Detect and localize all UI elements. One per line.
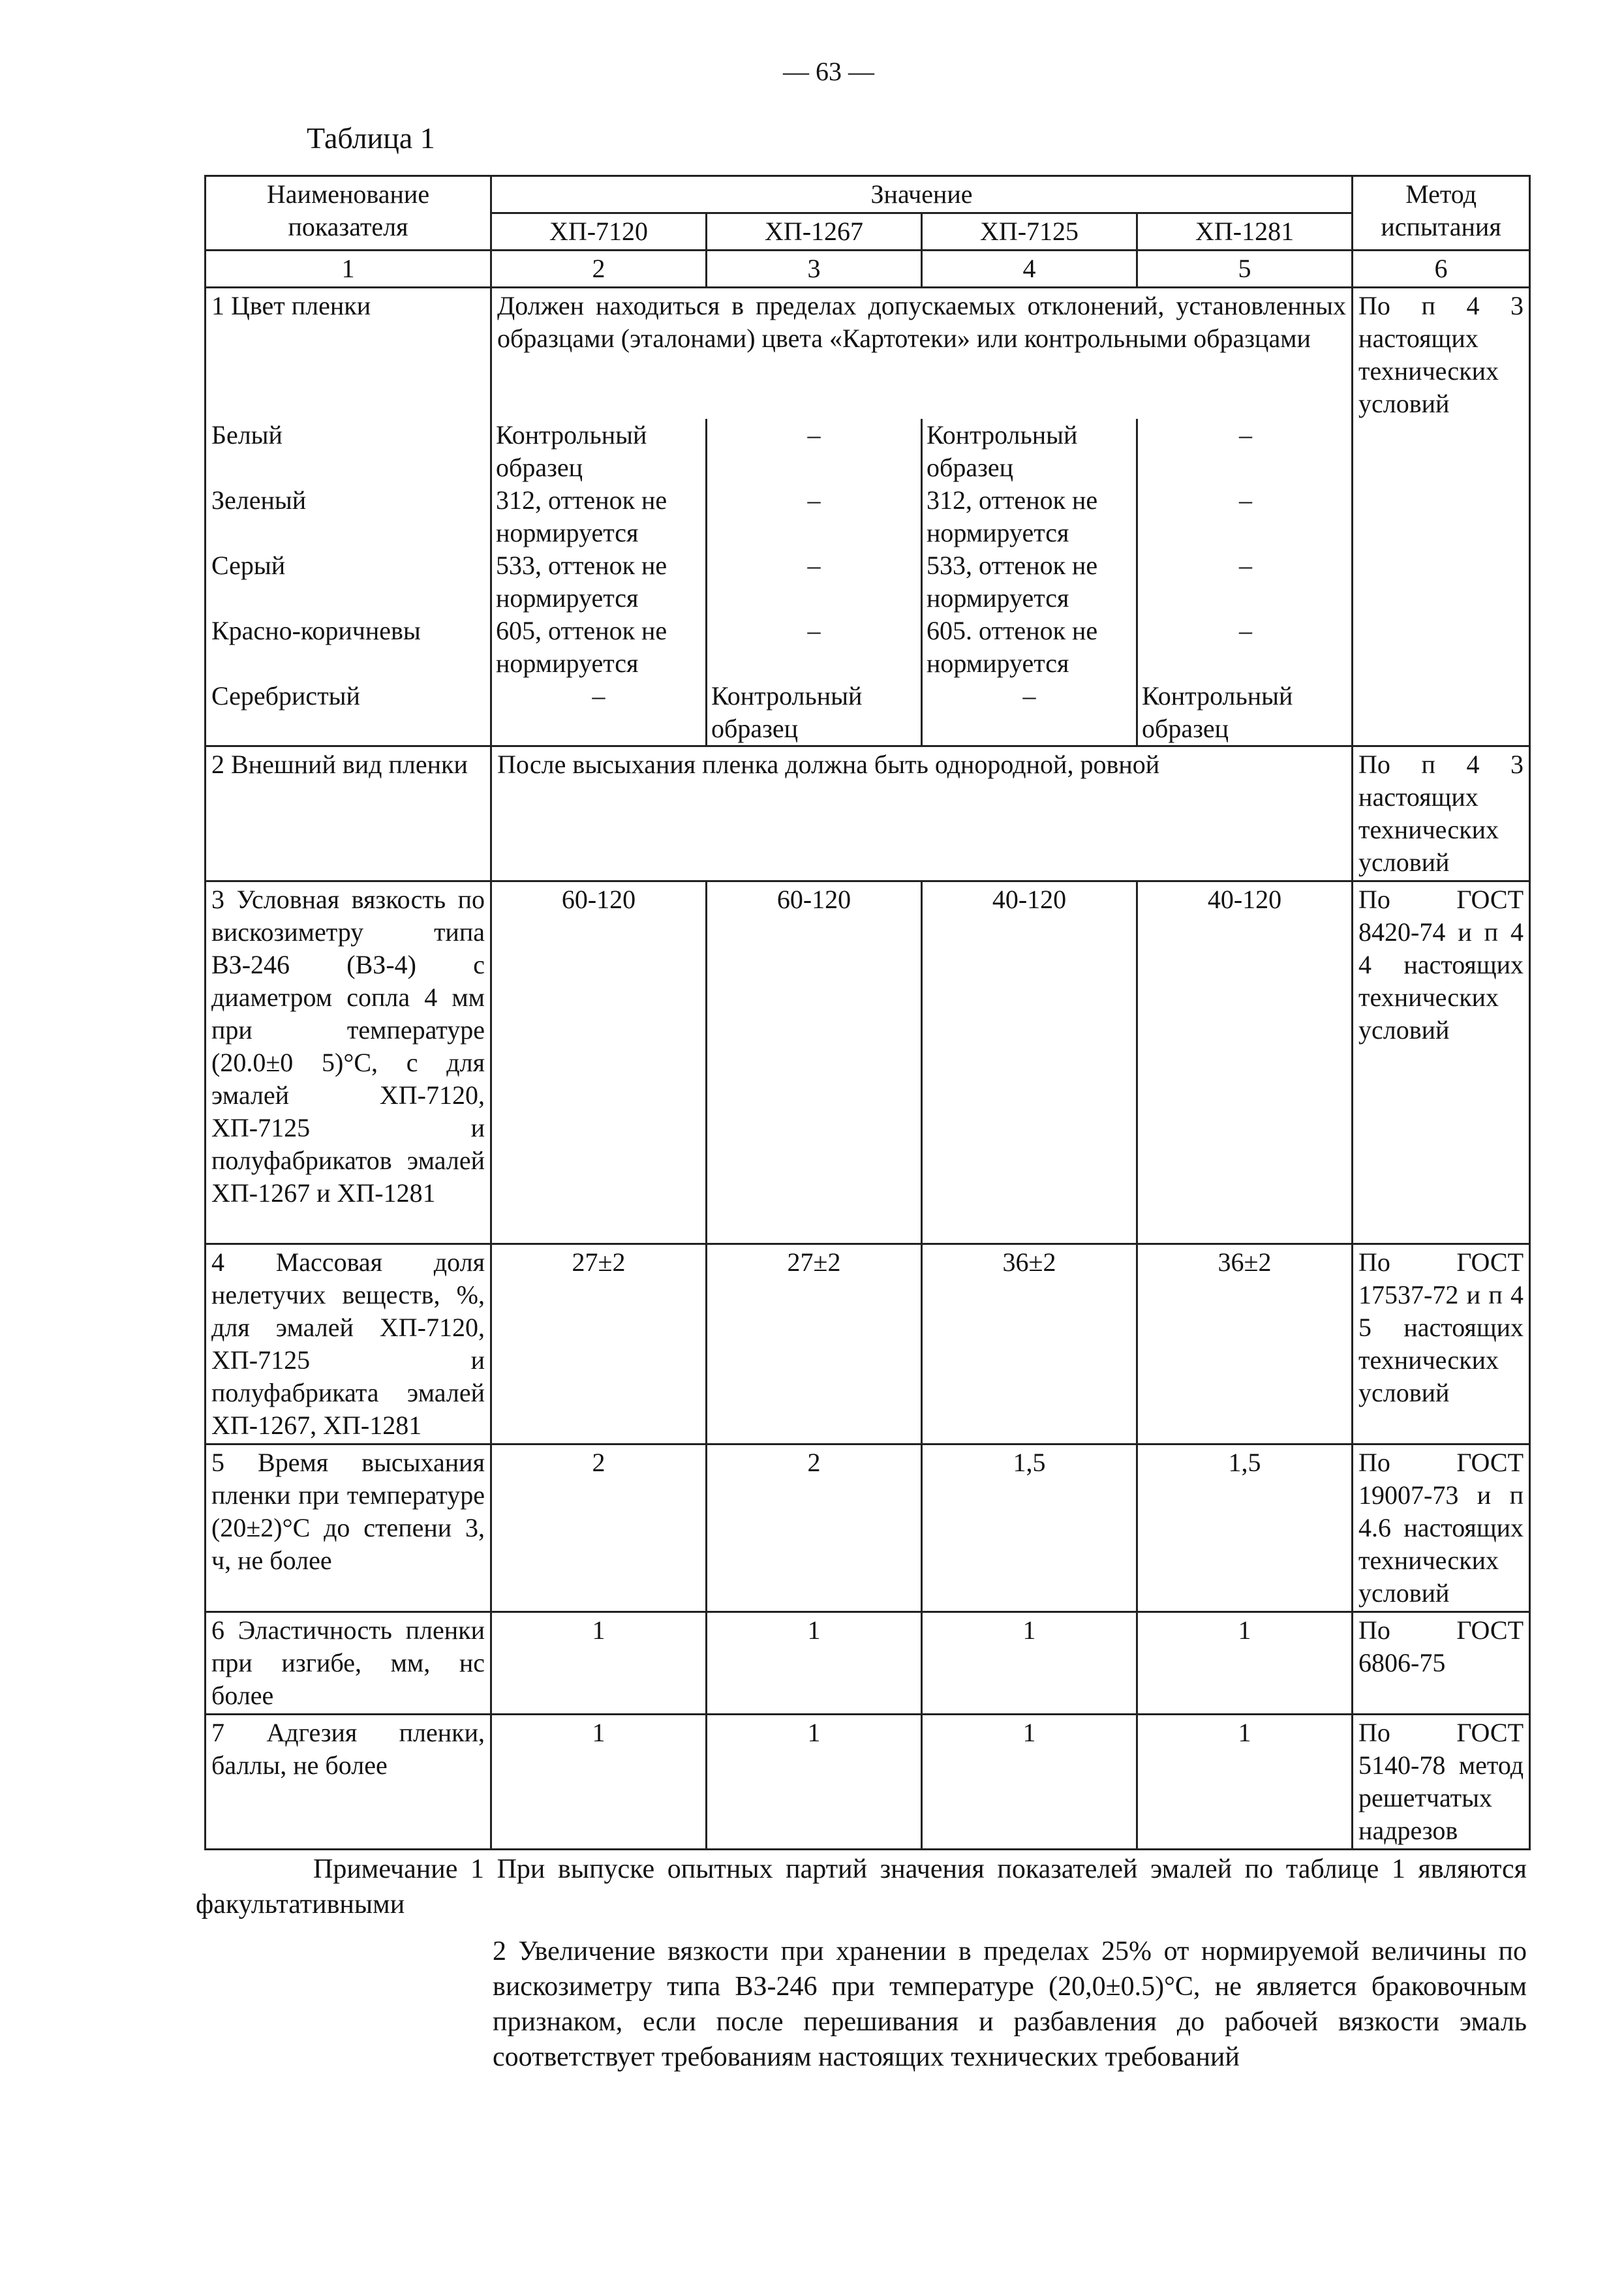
table-row [206, 1612, 1530, 1715]
value-cell: 27±2 [491, 1244, 707, 1444]
value-cell: 1 [491, 1612, 707, 1715]
header-product-4: ХП-1281 [1137, 213, 1353, 251]
indicator-name: 5 Время высыхания пленки при температуре (20±2)°С до степени 3, ч, не более [206, 1444, 491, 1612]
header-value-group: Значение [491, 176, 1353, 213]
column-number: 5 [1137, 251, 1353, 288]
test-method: По ГОСТ 8420-74 и п 4 4 настоящих технических условий [1353, 881, 1530, 1244]
value-cell: 1 [491, 1715, 707, 1850]
color-name: Белый [211, 420, 283, 450]
color-sub-cell: Контрольный образец 312, оттенок не нормируется 533, оттенок не нормируется 605. оттенок не нормируется – [923, 419, 1138, 745]
column-numbers-row [206, 251, 1530, 288]
color-values [491, 288, 1353, 746]
value-cell: 40-120 [922, 881, 1137, 1244]
note-2: 2 Увеличение вязкости при хранении в пределах 25% от нормируемой величины по вискозиметру типа ВЗ-246 при температуре (20,0±0.5)°С, не является браковочным признаком, если после перешивания и разбавления до рабочей вязкости эмаль соответствует требованиям настоящих технических требований [493, 1936, 1527, 2072]
value-cell: 36±2 [922, 1244, 1137, 1444]
value-cell: 1 [922, 1715, 1137, 1850]
color-name: Зеленый [211, 485, 307, 515]
value-cell: 60-120 [491, 881, 707, 1244]
header-product-1: ХП-7120 [491, 213, 707, 251]
color-sub-cell: – – – – Контрольный образец [707, 419, 923, 745]
column-number: 1 [206, 251, 491, 288]
color-name: Красно-коричневы [211, 616, 421, 645]
header-row [206, 176, 1530, 213]
indicator-name: 2 Внешний вид пленки [206, 746, 491, 881]
color-name: Серебристый [211, 681, 360, 711]
value-cell: 1,5 [922, 1444, 1137, 1612]
value-cell: 1 [1137, 1715, 1353, 1850]
specification-table [204, 175, 1531, 1850]
table-notes [196, 1852, 1527, 2075]
table-row [206, 1244, 1530, 1444]
indicator-name: 4 Массовая доля нелетучих веществ, %, для эмалей ХП-7120, ХП-7125 и полуфабриката эмалей ХП-1267, ХП-1281 [206, 1244, 491, 1444]
indicator-name: 1 Цвет пленки Белый Зеленый Серый Красно-коричневы Серебристый [206, 288, 491, 746]
column-number: 2 [491, 251, 707, 288]
indicator-name: 7 Адгезия пленки, баллы, не более [206, 1715, 491, 1850]
value-cell: 36±2 [1137, 1244, 1353, 1444]
value-cell: 1,5 [1137, 1444, 1353, 1612]
indicator-name: 3 Условная вязкость по вискозиметру типа ВЗ-246 (ВЗ-4) с диаметром сопла 4 мм при температуре (20.0±0 5)°С, с для эмалей ХП-7120, ХП-7125 и полуфабрикатов эмалей ХП-1267 и ХП-1281 [206, 881, 491, 1244]
value-cell: 2 [707, 1444, 922, 1612]
column-number: 3 [707, 251, 922, 288]
table-row [206, 881, 1530, 1244]
color-requirement: Должен находиться в пределах допускаемых отклонений, установленных образцами (эталонами) цвета «Картотеки» или контрольными образцами [497, 291, 1347, 353]
header-indicator-name: Наименование показателя [206, 176, 491, 251]
page-number: — 63 — [783, 57, 874, 86]
table-row [206, 1715, 1530, 1850]
test-method: По ГОСТ 19007-73 и п 4.6 настоящих технических условий [1353, 1444, 1530, 1612]
value-cell: 27±2 [707, 1244, 922, 1444]
indicator-name: 6 Эластичность пленки при изгибе, мм, нс более [206, 1612, 491, 1715]
value-cell: 1 [922, 1612, 1137, 1715]
value-cell: 2 [491, 1444, 707, 1612]
table-caption: Таблица 1 [307, 121, 435, 155]
column-number: 6 [1353, 251, 1530, 288]
value-cell: 60-120 [707, 881, 922, 1244]
value-cell: 1 [707, 1715, 922, 1850]
value-cell: 1 [1137, 1612, 1353, 1715]
color-sub-cell: – – – – Контрольный образец [1142, 420, 1293, 743]
value-cell: 40-120 [1137, 881, 1353, 1244]
test-method: По ГОСТ 5140-78 метод решетчатых надрезов [1353, 1715, 1530, 1850]
header-product-2: ХП-1267 [707, 213, 922, 251]
test-method: По ГОСТ 17537-72 и п 4 5 настоящих технических условий [1353, 1244, 1530, 1444]
table-row [206, 746, 1530, 881]
test-method: По ГОСТ 6806-75 [1353, 1612, 1530, 1715]
color-sub-cell: Контрольный образец 312, оттенок не нормируется 533, оттенок не нормируется 605, оттенок не нормируется – [492, 419, 707, 745]
appearance-value: После высыхания пленка должна быть однородной, ровной [491, 746, 1353, 881]
test-method: По п 4 3 настоящих технических условий [1353, 746, 1530, 881]
test-method: По п 4 3 настоящих технических условий [1353, 288, 1530, 746]
table-row [206, 1444, 1530, 1612]
value-cell: 1 [707, 1612, 922, 1715]
table-row [206, 288, 1530, 746]
header-test-method: Метод испытания [1353, 176, 1530, 251]
note-1: Примечание 1 При выпуске опытных партий значения показателей эмалей по таблице 1 являются факультативными [196, 1854, 1527, 1919]
column-number: 4 [922, 251, 1137, 288]
color-name: Серый [211, 551, 286, 580]
header-product-3: ХП-7125 [922, 213, 1137, 251]
